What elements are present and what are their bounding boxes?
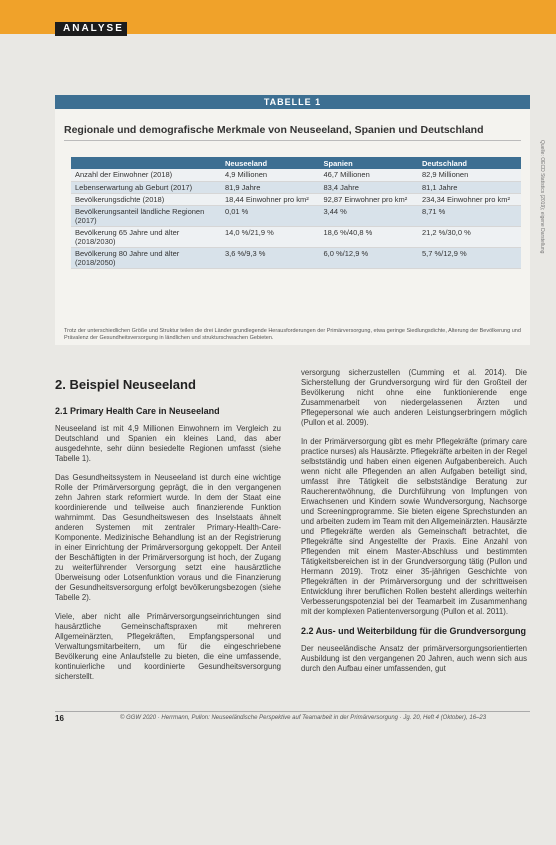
table-cell: 18,6 %/40,8 %	[320, 226, 419, 247]
table-row	[71, 169, 521, 181]
table-cell: 81,9 Jahre	[221, 181, 320, 193]
page-number: 16	[55, 714, 64, 723]
paragraph: In der Primärversorgung gibt es mehr Pflegekräfte (primary care practice nurses) als Hausärzte. Pflegekräfte arbeiten in der Regel selbstständig und haben einen eigenen Aufgabenbereich. Auch wenn nicht alle Pflegenden an allen Aufgaben beteiligt sind, umfasst ihre Tätigkeit die selbstständige Beratung zur Raucherentwöhnung, die Durchführung von Impfungen von Erwachsenen und Kindern sowie Wundversorgung, Nachsorge und Screeningprogramme. Sie bieten eigene Sprechstunden an und arbeiten zudem im Team mit den Allgemeinärzten. Hausärzte und Pflegekräfte werden als Gemeinschaft betrachtet, die Pflegekräfte sind Angestellte der Praxis. Eine Anzahl von Pflegenden mit einem Master-Abschluss und bestimmten Tätigkeitsbereichen ist in der Grundversorgung tätig (Pullon und Hermann 2019). Trotz einer 35-jährigen Geschichte von Pflegekräften in der Primärversorgung und der schrittweisen Entwicklung ihrer beruflichen Rollen besteht allerdings weiterhin Verbesserungspotenzial bei der Teamarbeit im Zusammenhang mit der komplexen Patientenversorgung (Pullon et al. 2011).	[301, 437, 527, 616]
paragraph: Viele, aber nicht alle Primärversorgungseinrichtungen sind hausärztliche Gemeinschaftspraxen mit mehreren Allgemeinärzten, Pflegekräften, Empfangspersonal und Verwaltungsmitarbeitern, um für die eingeschriebene Bevölkerung eine Anlaufstelle zu bieten, die eine umfassende, kontinuierliche und koordinierte Gesundheitsversorgung sicherstellt.	[55, 612, 281, 681]
paragraph: Das Gesundheitssystem in Neuseeland ist durch eine wichtige Rolle der Primärversorgung geprägt, die in den vergangenen zehn Jahren stark reformiert wurde. In dem der Staat eine koordinierende und teilweise auch finanzierende Funktion wahrnimmt. Das Gesundheitswesen des Inselstaats ähnelt anderen Systemen mit zentraler Primary-Health-Care-Komponente. Medizinische Behandlung ist an der Registrierung in einer Einrichtung der Primärversorgung gekoppelt. Der Anteil der Beschäftigten in der Primärversorgung ist hoch, der Zugang zu weiterführender Versorgung setzt eine hausärztliche Überweisung oder Lotsenfunktion voraus und die Finanzierung der Gesundheitsversorgung erfolgt bevölkerungsbezogen (siehe Tabelle 2).	[55, 473, 281, 602]
column-header: Neuseeland	[221, 157, 320, 169]
page-footer	[55, 714, 530, 726]
section-heading: 2. Beispiel Neuseeland	[55, 377, 196, 392]
demographics-table	[71, 157, 521, 269]
table-row	[71, 247, 521, 268]
section-rubric: ANALYSE	[55, 22, 127, 36]
table-source-credit: Quelle: OECD Statistics (2019); eigene Darstellung	[539, 140, 545, 254]
table-label: TABELLE 1	[55, 95, 530, 109]
table-cell: Bevölkerung 80 Jahre und älter (2018/2050)	[71, 247, 221, 268]
table-cell: 21,2 %/30,0 %	[418, 226, 521, 247]
table-cell: 3,6 %/9,3 %	[221, 247, 320, 268]
right-column	[301, 368, 527, 683]
table-cell: Bevölkerung 65 Jahre und älter (2018/2030)	[71, 226, 221, 247]
table-cell: Bevölkerungsanteil ländliche Regionen (2017)	[71, 205, 221, 226]
table-cell: 4,9 Millionen	[221, 169, 320, 181]
left-column	[55, 377, 281, 691]
table-title: Regionale und demografische Merkmale von Neuseeland, Spanien und Deutschland	[64, 124, 484, 136]
subsection-heading: 2.1 Primary Health Care in Neuseeland	[55, 406, 220, 416]
table-cell: 5,7 %/12,9 %	[418, 247, 521, 268]
table-cell: 0,01 %	[221, 205, 320, 226]
table-row	[71, 226, 521, 247]
table-cell: 81,1 Jahre	[418, 181, 521, 193]
footer-citation: © GGW 2020 · Herrmann, Pullon: Neuseeländische Perspektive auf Teamarbeit in der Primärversorgung · Jg. 20, Heft 4 (Oktober), 16–23	[120, 715, 487, 721]
paragraph: Der neuseeländische Ansatz der primärversorgungsorientierten Ausbildung ist den vergangenen 20 Jahren, auch wenn sich aus durch den Aufbau einer umfassenden, gut	[301, 644, 527, 673]
table-cell: 14,0 %/21,9 %	[221, 226, 320, 247]
subsection-heading: 2.2 Aus- und Weiterbildung für die Grundversorgung	[301, 626, 527, 636]
article-page	[55, 40, 530, 730]
table-cell: 18,44 Einwohner pro km²	[221, 193, 320, 205]
table-cell: Lebenserwartung ab Geburt (2017)	[71, 181, 221, 193]
table-cell: 46,7 Millionen	[320, 169, 419, 181]
table-cell: Bevölkerungsdichte (2018)	[71, 193, 221, 205]
table-cell: 3,44 %	[320, 205, 419, 226]
table-divider	[64, 140, 521, 141]
column-header	[71, 157, 221, 169]
column-header: Spanien	[320, 157, 419, 169]
table-cell: 234,34 Einwohner pro km²	[418, 193, 521, 205]
footer-divider	[55, 711, 530, 712]
table-cell: 82,9 Millionen	[418, 169, 521, 181]
table-cell: Anzahl der Einwohner (2018)	[71, 169, 221, 181]
table-note: Trotz der unterschiedlichen Größe und Struktur teilen die drei Länder grundlegende Herausforderungen der Primärversorgung, etwa geringe Siedlungsdichte, Alterung der Bevölkerung und Prävalenz der Gesundheitsversorgung in ländlichen und strukturschwachen Gebieten.	[64, 328, 521, 341]
column-header: Deutschland	[418, 157, 521, 169]
table-row	[71, 181, 521, 193]
table-cell: 6,0 %/12,9 %	[320, 247, 419, 268]
paragraph: Neuseeland ist mit 4,9 Millionen Einwohnern im Vergleich zu Deutschland und Spanien ein kleines Land, das aber ausgedehnte, sehr dünn besiedelte Regionen umfasst (siehe Tabelle 1).	[55, 424, 281, 463]
table-cell: 83,4 Jahre	[320, 181, 419, 193]
table-cell: 92,87 Einwohner pro km²	[320, 193, 419, 205]
table-row	[71, 193, 521, 205]
table-row	[71, 205, 521, 226]
paragraph: versorgung sicherzustellen (Cumming et al. 2014). Die Sicherstellung der Grundversorgung wird für den Großteil der Bevölkerung nicht ohne eine funktionierende enge Zusammenarbeit von niedergelassenen Ärzten und Pflegepersonal wie auch anderen Leistungserbringern möglich (Pullon et al. 2009).	[301, 368, 527, 427]
table-box	[55, 95, 530, 345]
table-header-row	[71, 157, 521, 169]
table-cell: 8,71 %	[418, 205, 521, 226]
